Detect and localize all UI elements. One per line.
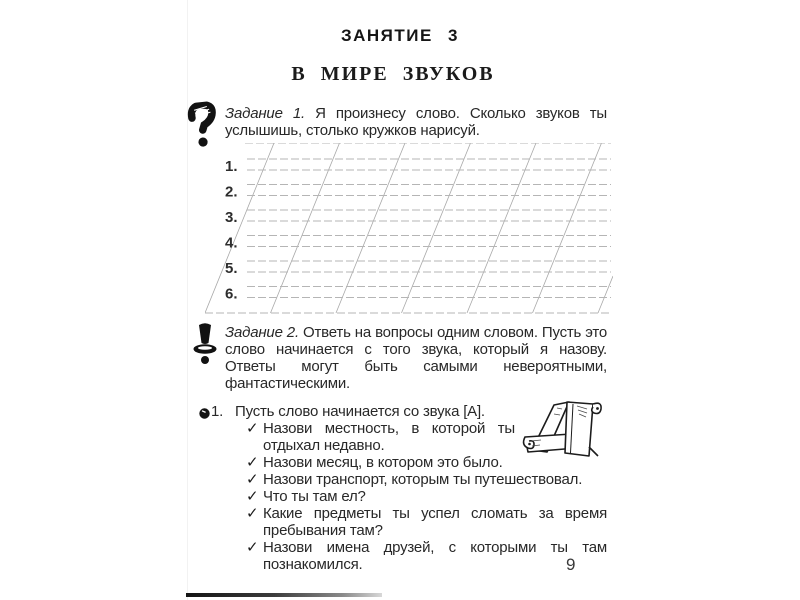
- black-dot-icon: [199, 406, 210, 423]
- checklist-item: [225, 454, 607, 471]
- checkmark-icon: ✓: [246, 488, 259, 505]
- row-number: 4.: [225, 234, 238, 252]
- row-number: 6.: [225, 285, 238, 303]
- scan-edge-artifact: [186, 593, 382, 597]
- checklist-item: [225, 471, 607, 488]
- checkmark-icon: ✓: [246, 454, 259, 471]
- task-2-instruction: Ответь на вопросы одним словом. Пусть это слово начинается с того звука, который я назову. Ответы могут быть самыми невероятными, фантастическими.: [225, 324, 608, 392]
- page-number: 9: [566, 555, 576, 574]
- question-checklist: [225, 420, 607, 573]
- item-1-number: 1.: [211, 403, 224, 420]
- checklist-item-text: Назови транспорт, которым ты путешествовал.: [263, 471, 583, 488]
- checklist-item-text: Назови имена друзей, с которыми ты там познакомился.: [263, 539, 607, 573]
- checklist-item: [225, 488, 607, 505]
- task-1-label: Задание 1.: [225, 105, 305, 122]
- task-2-label: Задание 2.: [225, 324, 299, 341]
- horizontal-ruling-lines: [205, 143, 611, 313]
- page-edge-artifact: [187, 0, 188, 600]
- checklist-item-text: Назови местность, в которой ты отдыхал недавно.: [263, 420, 515, 454]
- page-title: В МИРЕ ЗВУКОВ: [291, 63, 495, 85]
- row-number: 2.: [225, 183, 238, 201]
- item-1-prompt-line: [211, 403, 607, 420]
- row-number: 3.: [225, 209, 238, 226]
- checkmark-icon: ✓: [246, 471, 259, 488]
- checkmark-icon: ✓: [246, 505, 259, 522]
- writing-lines-area: [205, 143, 613, 315]
- page-content: [211, 0, 608, 600]
- checkmark-icon: ✓: [246, 539, 259, 556]
- checklist-item-text: Назови месяц, в котором это было.: [263, 454, 503, 471]
- checklist-item: [225, 539, 607, 573]
- task-1-section: [225, 105, 607, 139]
- checklist-item-text: Что ты там ел?: [263, 488, 366, 505]
- row-numbers: [225, 158, 238, 303]
- checklist-item: [225, 505, 607, 539]
- task-2-paragraph: [225, 324, 607, 392]
- row-number: 1.: [225, 158, 238, 175]
- exercise-item-1: [211, 403, 607, 573]
- item-1-prompt: Пусть слово начинается со звука [А].: [235, 403, 485, 420]
- exclamation-mark-icon: [192, 323, 218, 370]
- task-2-section: [225, 324, 607, 392]
- task-1-paragraph: [225, 105, 607, 139]
- row-number: 5.: [225, 260, 238, 277]
- checklist-item: [225, 420, 607, 454]
- lesson-title: ЗАНЯТИЕ 3: [340, 26, 460, 45]
- checklist-item-text: Какие предметы ты успел сломать за время пребывания там?: [263, 505, 607, 539]
- checkmark-icon: ✓: [246, 420, 259, 437]
- slant-guide-lines: [205, 143, 613, 313]
- task-1-instruction: Я произнесу слово. Сколько звуков ты услышишь, столько кружков нарисуй.: [225, 105, 607, 139]
